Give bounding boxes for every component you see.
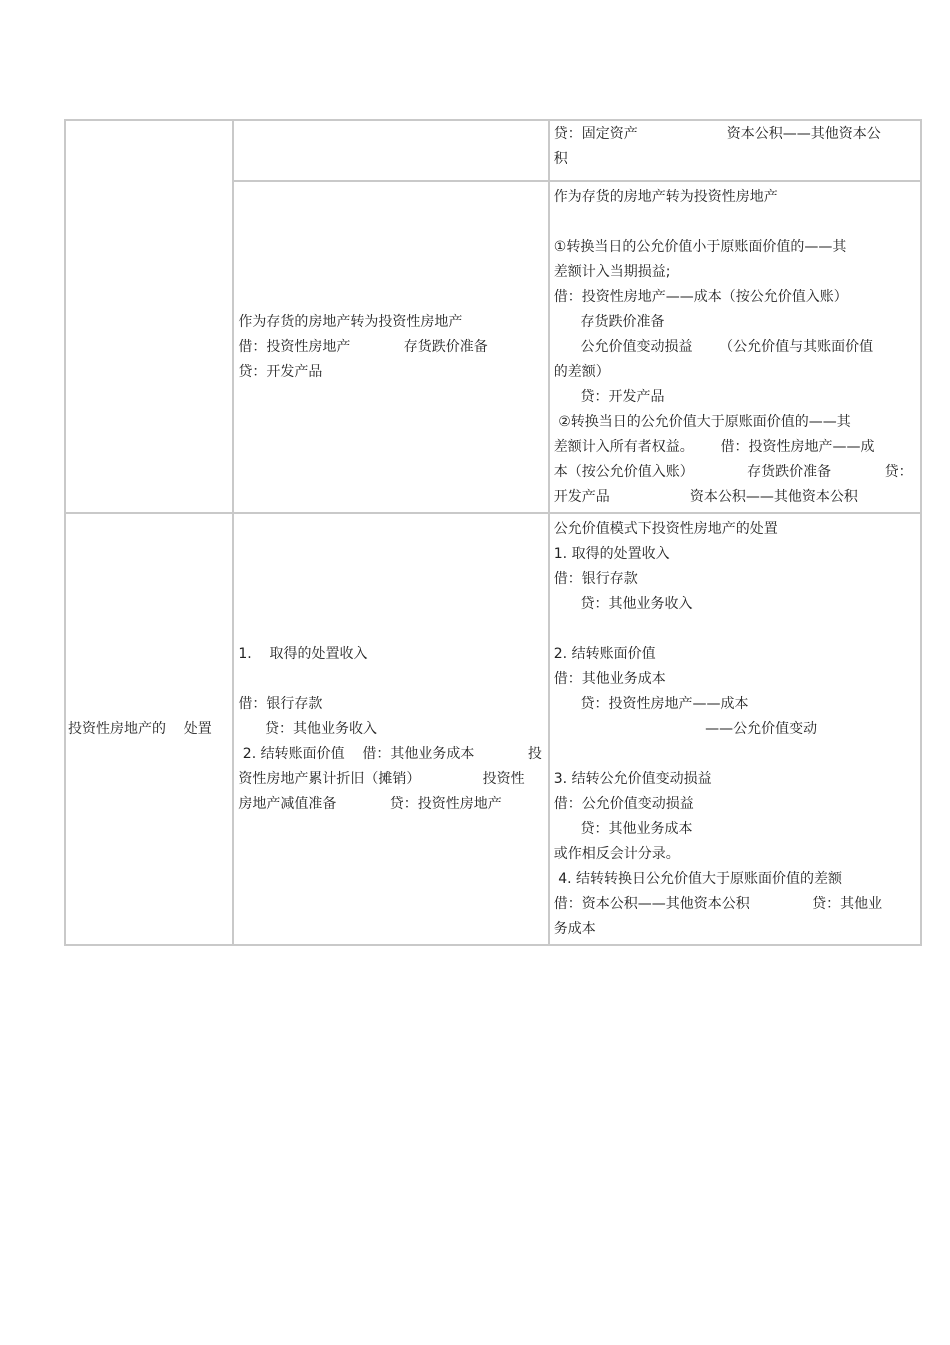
blank-line (238, 667, 543, 692)
text-line: 或作相反会计分录。 (553, 845, 680, 862)
cell-text (234, 642, 547, 817)
accounting-table (64, 119, 922, 946)
text-line: 作为存货的房地产转为投资性房地产 (238, 313, 463, 330)
text-line: 存货跌价准备 (553, 313, 665, 330)
table-row (65, 513, 921, 945)
text-line: ②转换当日的公允价值大于原账面价值的——其 (553, 413, 851, 430)
text-line: 借：投资性房地产——成本（按公允价值入账） (553, 288, 848, 305)
text-line: 的差额） (553, 363, 610, 380)
text-line: ——公允价值变动 (553, 720, 818, 737)
text-line: 1. 取得的处置收入 (553, 545, 670, 562)
text-line: 贷：投资性房地产——成本 (553, 695, 749, 712)
cell-text (550, 121, 920, 172)
text-line: 贷：开发产品 (238, 363, 323, 380)
table-cell-cost-model (233, 513, 548, 945)
text-line: 借：资本公积——其他资本公积 贷：其他业 (553, 895, 883, 912)
text-line: 贷：其他业务成本 (553, 820, 693, 837)
text-line: 差额计入当期损益; (553, 263, 671, 280)
row-heading: 投资性房地产的 处置 (68, 720, 212, 737)
table-cell-fair-value-model (549, 513, 921, 945)
text-line: 4. 结转转换日公允价值大于原账面价值的差额 (553, 870, 843, 887)
text-line: 作为存货的房地产转为投资性房地产 (553, 188, 778, 205)
text-line: 房地产减值准备 贷：投资性房地产 (238, 795, 502, 812)
table-cell-fair-value-model (549, 120, 921, 181)
text-line: 务成本 (553, 920, 596, 937)
text-line: 3. 结转公允价值变动损益 (553, 770, 712, 787)
cell-text (550, 185, 920, 510)
blank-line (554, 617, 916, 642)
blank-line (554, 210, 916, 235)
text-line: ①转换当日的公允价值小于原账面价值的——其 (553, 238, 847, 255)
cell-text (66, 717, 232, 742)
table-row (65, 120, 921, 181)
table-cell-cost-model (233, 181, 548, 513)
table-cell-cost-model (233, 120, 548, 181)
text-line: 借：其他业务成本 (553, 670, 666, 687)
text-line: 贷：其他业务收入 (553, 595, 693, 612)
blank-line (554, 742, 916, 767)
text-line: 公允价值模式下投资性房地产的处置 (553, 520, 778, 537)
text-line: 2. 结转账面价值 借：其他业务成本 投 (238, 745, 542, 762)
cell-text (234, 310, 547, 385)
cell-text (550, 517, 920, 942)
text-line: 2. 结转账面价值 (553, 645, 656, 662)
text-line: 贷：固定资产 资本公积——其他资本公 (553, 126, 881, 142)
text-line: 积 (553, 151, 568, 167)
text-line: 资性房地产累计折旧（摊销） 投资性 (238, 770, 525, 787)
text-line: 贷：其他业务收入 (238, 720, 378, 737)
text-line: 贷：开发产品 (553, 388, 665, 405)
text-line: 1. 取得的处置收入 (238, 645, 368, 662)
table-cell-fair-value-model (549, 181, 921, 513)
text-line: 差额计入所有者权益。 借：投资性房地产——成 (553, 438, 875, 455)
text-line: 借：公允价值变动损益 (553, 795, 694, 812)
text-line: 借：银行存款 (238, 695, 323, 712)
table-cell-category (65, 513, 233, 945)
text-line: 借：银行存款 (553, 570, 638, 587)
text-line: 公允价值变动损益 （公允价值与其账面价值 (553, 338, 874, 355)
text-line: 借：投资性房地产 存货跌价准备 (238, 338, 488, 355)
text-line: 本（按公允价值入账） 存货跌价准备 贷： (553, 463, 913, 480)
text-line: 开发产品 资本公积——其他资本公积 (553, 488, 858, 505)
table-cell-category (65, 120, 233, 513)
